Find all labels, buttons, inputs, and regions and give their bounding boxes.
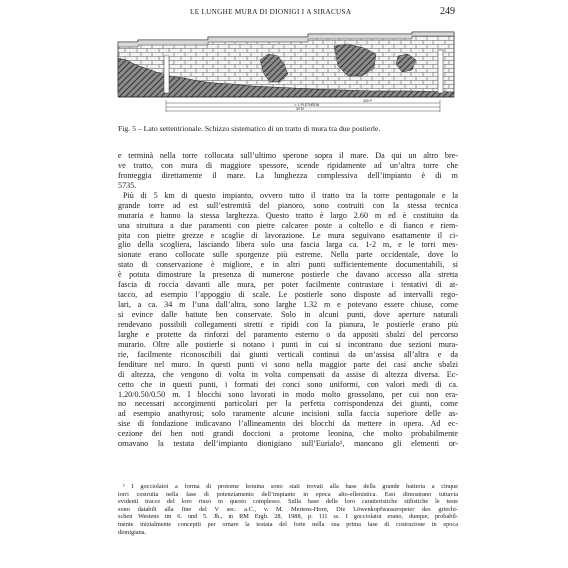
body-line: cezione dei ben noti grandi doccioni a protome leonina, che molto probabilmente <box>118 429 458 439</box>
wall-sketch-figure <box>112 20 458 116</box>
body-line: tacco, ad esempio l’appoggio di scale. Le postierle sono disposte ad intervalli rego- <box>118 290 458 300</box>
body-line: ornavano la testata dell’impianto dionigiano sull’Eurialo¹, mancano gli elementi or- <box>118 439 458 449</box>
body-line: larghe e protette da rinforzi del paramento esterno o da appositi sbalzi del percorso <box>118 329 458 339</box>
body-text <box>118 151 458 449</box>
footnote-line: schen Westens im 6. und 5. Jh., in RM Ergh. 28, 1988, p. 111 ss. I gocciolatoi erano, dunque, probabil- <box>118 513 458 521</box>
body-line: Più di 5 km di questo impianto, ovvero tutto il tratto tra la torre pentagonale e la <box>123 190 458 200</box>
footnote-line: mente inizialmente concepiti per ornare la testata del forte nella sua prima fase di costruzione in epoca <box>118 520 458 528</box>
body-line: fenditure nel muro. In questi punti vi sono nella maggior parte dei casi anche sbalzi <box>118 359 458 369</box>
page-number: 249 <box>440 6 455 17</box>
body-line: glio della scogliera, lasciando libera solo una fascia larga ca. 1-2 m, e le torri mes- <box>118 240 458 250</box>
body-line: e terminà nella torre collocata sull’ultimo sperone sopra il mare. Da qui un altro bre- <box>118 151 458 160</box>
footnote <box>118 483 458 536</box>
body-line: muraria e hanno la stessa larghezza. Questo tratto è largo 2.60 m ed è costituito da <box>118 210 458 220</box>
figure-caption: Fig. 5 – Lato settentrionale. Schizzo sistematico di un tratto di mura tra due postierle. <box>118 124 381 133</box>
body-line: fronteggia direttamente il mare. La lunghezza complessiva dell’impianto è di m <box>118 170 458 180</box>
body-line: 1.20/0.50/0.50 m. I blocchi sono lavorati in modo molto grossolano, per cui non era- <box>118 389 458 399</box>
body-line: è potuta dimostrare la presenza di numerose postierle che davano accesso alla stretta <box>118 270 458 280</box>
dim-label-34m: 34 M <box>296 107 304 111</box>
wall-sketch-drawing <box>112 20 458 116</box>
body-line: sionate erano collocate sulle sporgenze più estreme. Nella parte occidentale, dove lo <box>118 250 458 260</box>
running-title: LE LUNGHE MURA DI DIONIGI I A SIRACUSA <box>190 8 352 16</box>
body-line: 5735. <box>118 180 137 190</box>
body-line: di altezza, che vengono di volta in volta compensati da assise di altezza diversa. Ec- <box>118 369 458 379</box>
postern-left <box>164 56 169 93</box>
body-line: rendevano possibili collegamenti stretti e ripidi con la pianura, le postierle erano più <box>118 319 458 329</box>
body-line: stato di conservazione è migliore, e in altri punti sufficientemente documentabili, si <box>118 260 458 270</box>
footnote-line: evidenti tracce del loro riuso in questo complesso. Sulla base delle loro caratteristiche stilistiche le teste <box>118 498 458 506</box>
dim-label-plethron: ≃ 1 PLETHRON <box>294 103 320 107</box>
body-line: sise di fondazione indicavano l’allineamento dei blocchi da mettere in opera. Ad ec- <box>118 419 458 429</box>
body-line: si evince dalle battute ben conservate. Solo in alcuni punti, dove aperture naturali <box>118 310 458 319</box>
body-line: lari, a ca. 34 m l’una dall’altra, sono larghe 1.32 m e potevano essere chiuse, come <box>118 300 458 310</box>
body-line: ve tratto, con mura di maggiore spessore, scende ripidamente ad un’altra torre che <box>118 160 458 170</box>
footnote-line: sono databili alla fine del V sec. a.C., v. M. Mertens-Horn, Die Löwenkopfwasserspeier des griechi- <box>118 505 458 513</box>
body-line: rie, facilmente riconoscibili dai giunti verticali continui da un’assisa all’altra e da <box>118 349 458 359</box>
body-line: ad esempio anathyrosi; solo raramente alcune incisioni sulla faccia superiore delle as- <box>118 409 458 419</box>
body-line: pita con pietre grezze e scaglie di lavorazione. Le mura seguivano esattamente il ci- <box>118 230 458 240</box>
footnote-line: ¹ I gocciolatoi a forma di protome leonina sono stati trovati alla base della grande batteria a cinque <box>123 483 458 490</box>
body-line: no necessari accorgimenti particolari per la perfetta corrispondenza dei giunti, come <box>118 399 458 409</box>
footnote-line: torri costruita nella fase di potenziamento dell’impianto in epoca alto-ellenistica. Essi dimostrano tuttavia <box>118 490 458 498</box>
body-line: fascia di roccia davanti alle mura, per poter facilmente contrastare i tentativi di at- <box>118 280 458 290</box>
postern-right <box>438 50 443 93</box>
footnote-line: dionigiana. <box>118 528 147 536</box>
body-line: murario. Oltre alle postierle si notano i punti in cui si incontrano due sezioni mura- <box>118 339 458 349</box>
dim-label-400p: 400 P. <box>363 99 373 103</box>
body-line: cetto che in questi punti, i formati dei conci sono uniformi, con valori medi di ca. <box>118 379 458 389</box>
body-line: grande torre ad est sull’estremità del pianoro, sono costruiti con la stessa tecnica <box>118 200 458 210</box>
body-line: una struttura a due paramenti con pietre calcaree poste a coltello e di fianco e riem- <box>118 220 458 230</box>
